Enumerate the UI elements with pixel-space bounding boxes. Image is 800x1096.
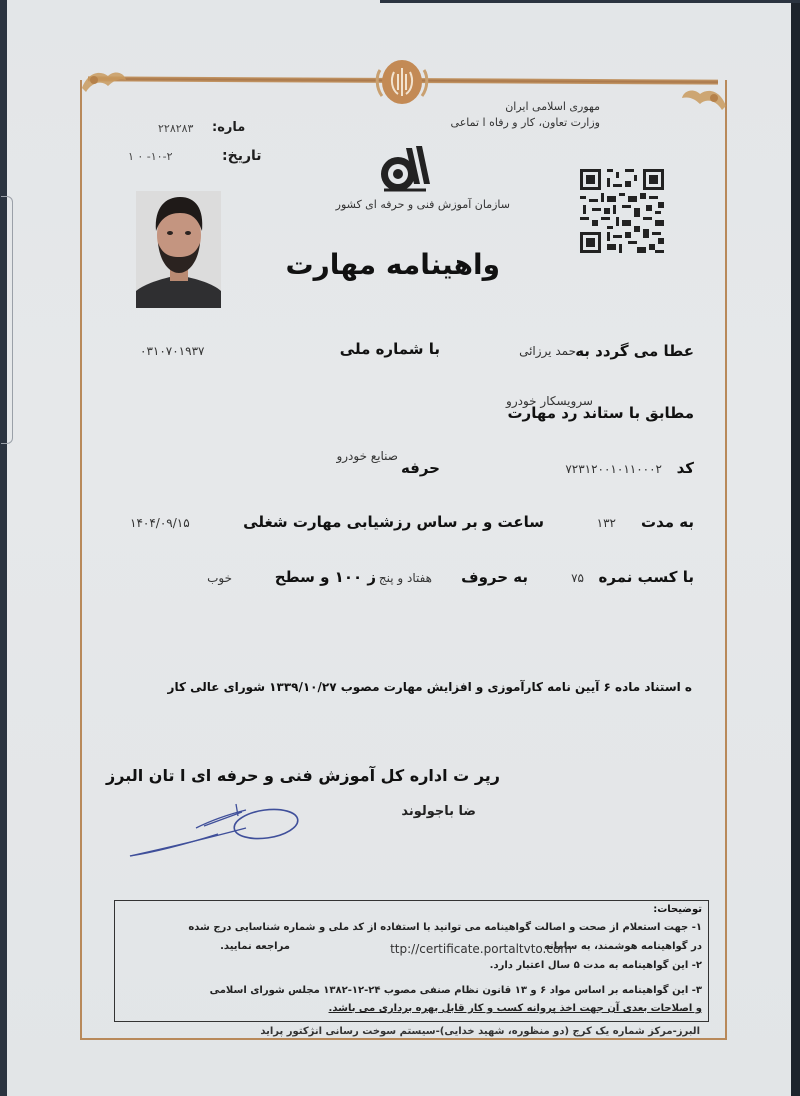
qr-code-icon — [577, 166, 667, 256]
trade-value: صنایع خودرو — [336, 449, 398, 463]
level-value: خوب — [207, 571, 232, 585]
code-label: کد — [676, 459, 694, 477]
screen-side-handle — [1, 196, 13, 444]
notes-title: توضیحات: — [653, 904, 702, 915]
background-edge-top — [380, 0, 800, 3]
national-id-label: با شماره ملی — [339, 340, 440, 358]
tvto-logo-icon — [376, 144, 434, 194]
awarded-to-label: عطا می گردد به — [575, 342, 694, 360]
out-of-label: ز ۱۰۰ و سطح — [274, 568, 376, 586]
score-label: با کسب نمره — [598, 568, 694, 586]
code-value: ۷۲۳۱۲۰۰۱۰۱۱۰۰۰۲ — [565, 462, 662, 476]
verification-url-link[interactable]: ttp://certificate.portaltvto.com — [390, 942, 572, 956]
serial-number-label: مارە: — [212, 120, 246, 135]
trade-label: حرفه — [400, 459, 440, 477]
standard-label: مطابق با ستاند رد مهارت — [507, 404, 694, 422]
training-center-footer: البرز-مرکز شماره یک کرج (دو منظوره، شهید خدایی)-سیستم سوخت رسانی انژکتور پراید — [260, 1026, 700, 1037]
country-name: مهوری اسلامی ایران — [505, 100, 600, 113]
holder-photo — [136, 191, 221, 308]
in-words-value: هفتاد و پنج — [378, 571, 432, 585]
holder-name: حمد یرزائی — [519, 344, 576, 358]
note-2: ۲- این گواهینامه به مدت ۵ سال اعتبار دارد. — [489, 960, 702, 971]
date-label: تاریخ: — [222, 148, 262, 164]
note-3-line-1: ۳- این گواهینامه بر اساس مواد ۶ و ۱۳ قانون نظام صنفی مصوب ۲۴-۱۲-۱۳۸۲ مجلس شورای اسلامی — [209, 985, 702, 996]
duration-value: ۱۳۲ — [596, 516, 616, 530]
national-id-value: ۰۳۱۰۷۰۱۹۳۷ — [140, 344, 205, 358]
score-value: ۷۵ — [571, 571, 584, 585]
signer-title: رپر ت اداره کل آموزش فنی و حرفه ای ا تان البرز — [106, 766, 500, 785]
signature-icon — [126, 798, 301, 860]
certificate-title: واهینامه مهارت — [285, 248, 500, 281]
statute-reference: ه استناد ماده ۶ آیین نامه کارآموزی و افزایش مهارت مصوب ۱۳۳۹/۱۰/۲۷ شورای عالی کار — [167, 680, 692, 694]
ornament-icon — [678, 84, 730, 114]
note-1-line-1: ۱- جهت استعلام از صحت و اصالت گواهینامه می توانید با استفاده از کد ملی و شماره شناسایی درج شده — [188, 922, 702, 933]
duration-label: به مدت — [641, 513, 694, 531]
in-words-label: به حروف — [461, 568, 528, 586]
standard-value: سرویسکار خودرو — [506, 394, 593, 408]
organization-name: سازمان آموزش فنی و حرفه ای کشور — [335, 198, 510, 211]
note-3-line-2: و اصلاحات بعدی آن جهت اخذ پروانه کسب و کار قابل بهره برداری می باشد. — [328, 1003, 702, 1014]
ministry-name: وزارت تعاون، کار و رفاه ا تماعی — [450, 116, 600, 129]
background-edge-left — [0, 0, 7, 1096]
person-photo-icon — [136, 191, 221, 308]
background-edge-right — [791, 0, 800, 1096]
signer-name: ضا باجولوند — [401, 804, 476, 819]
serial-number-value: ۲۲۸۲۸۳ — [158, 122, 194, 135]
hours-assessment-label: ساعت و بر ساس رزشیابی مهارت شغلی — [243, 513, 544, 531]
note-1-line-2-prefix: در گواهینامه هوشمند، به سامانه — [543, 941, 702, 952]
exam-date: ۱۴۰۴/۰۹/۱۵ — [130, 516, 190, 530]
date-value: ۱ ۰ -۱۰-۲ — [128, 150, 173, 163]
note-1-line-2-suffix: مراجعه نمایید. — [220, 941, 290, 952]
ornament-icon — [78, 66, 130, 96]
